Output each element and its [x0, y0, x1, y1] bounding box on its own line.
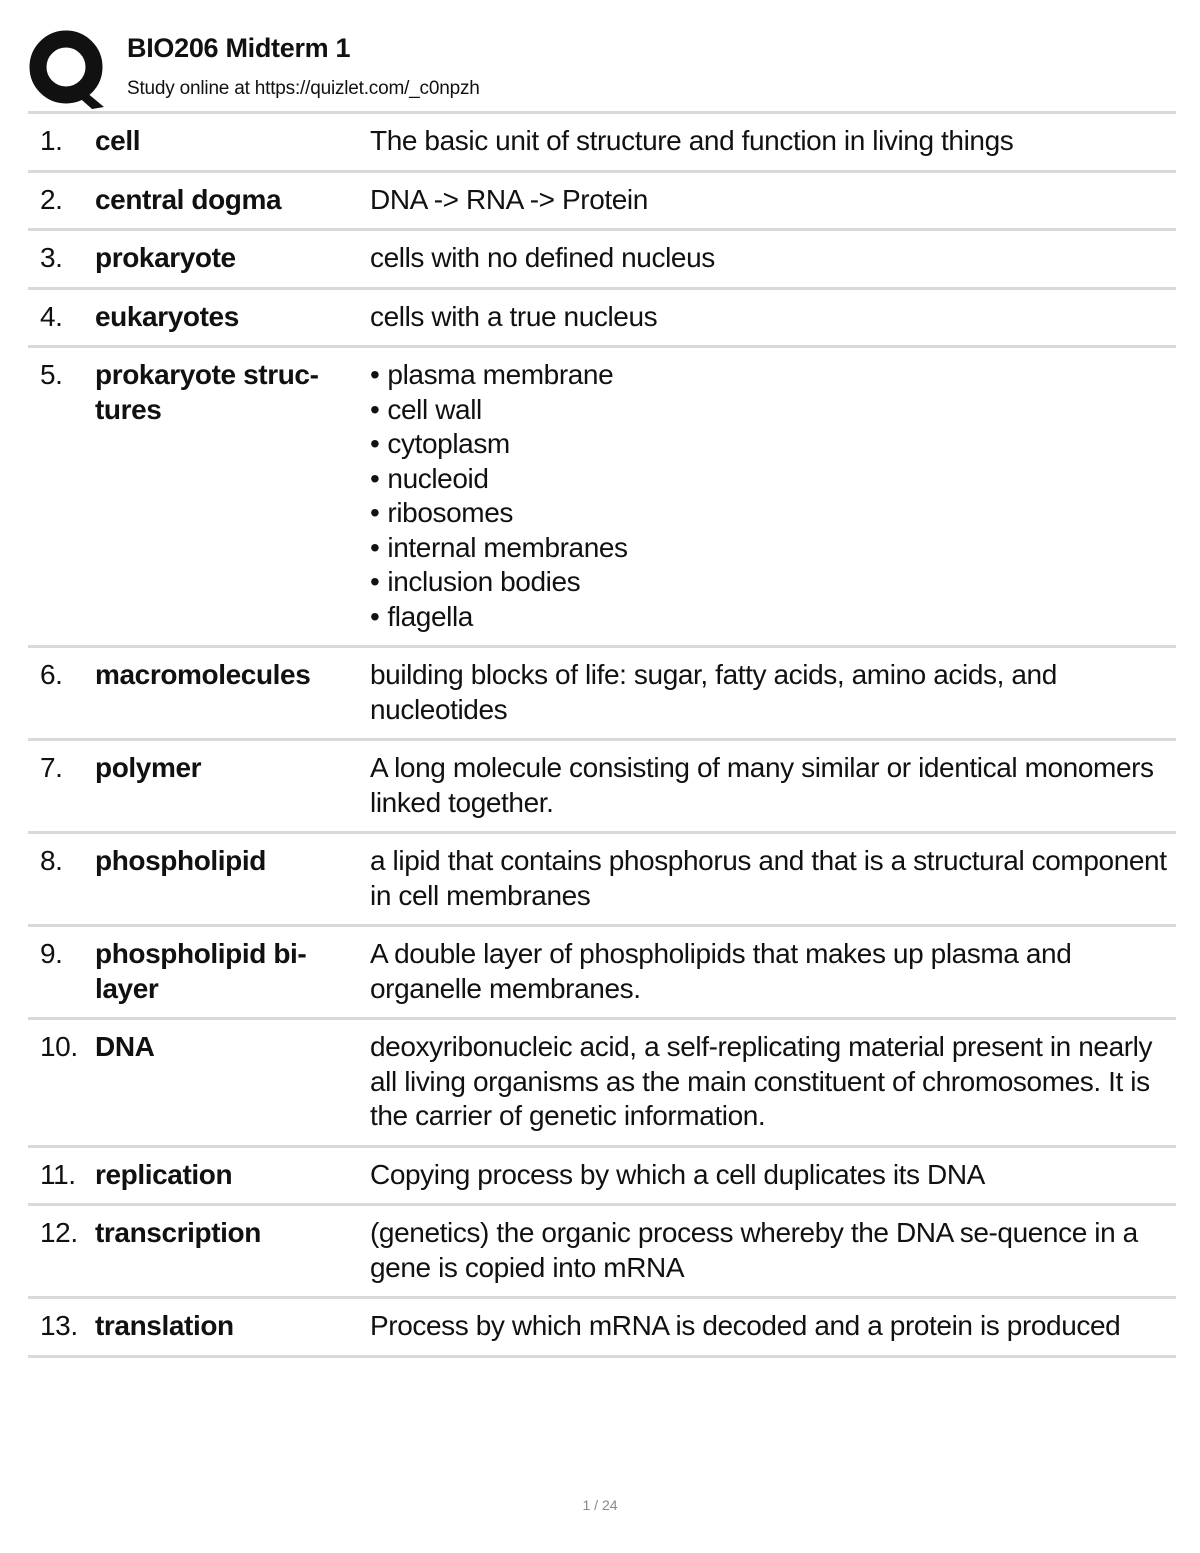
term-number: 6.: [40, 659, 63, 690]
term-row: [28, 833, 1176, 926]
bullet-item: • inclusion bodies: [370, 565, 1172, 600]
term-label: transcription: [95, 1217, 261, 1248]
term-number: 1.: [40, 125, 63, 156]
term-row: [28, 926, 1176, 1019]
term-row: [28, 740, 1176, 833]
page-number: 1 / 24: [582, 1497, 618, 1513]
term-row: [28, 288, 1176, 347]
term-definition: A long molecule consisting of many similar or identical monomers linked together.: [370, 752, 1154, 818]
term-number: 4.: [40, 300, 63, 332]
term-row: [28, 647, 1176, 740]
term-definition: cells with no defined nucleus: [370, 242, 715, 273]
term-row: [28, 171, 1176, 230]
term-label: phospholipid bi-layer: [95, 938, 307, 1004]
term-label: DNA: [95, 1031, 155, 1062]
term-label: central dogma: [95, 183, 282, 215]
term-label: polymer: [95, 752, 202, 783]
term-row: [28, 113, 1176, 172]
term-number: 2.: [40, 183, 63, 215]
term-number: 13.: [40, 1310, 78, 1341]
term-label: eukaryotes: [95, 300, 239, 332]
term-number: 8.: [40, 845, 63, 876]
bullet-item: • cell wall: [370, 393, 1172, 428]
bullet-item: • flagella: [370, 600, 1172, 635]
term-number: 10.: [40, 1031, 78, 1062]
term-definition: building blocks of life: sugar, fatty acids, amino acids, and nucleotides: [370, 659, 1057, 725]
term-row: [28, 1205, 1176, 1298]
term-label: prokaryote: [95, 242, 236, 273]
term-number: 12.: [40, 1217, 78, 1248]
term-definition: DNA -> RNA -> Protein: [370, 183, 648, 215]
term-definition: deoxyribonucleic acid, a self-replicating material present in nearly all living organisms as the main constituent of chromosomes. It is the carrier of genetic information.: [370, 1031, 1153, 1131]
term-definition: A double layer of phospholipids that makes up plasma and organelle membranes.: [370, 938, 1072, 1004]
bullet-list: [370, 358, 1172, 634]
term-number: 3.: [40, 242, 63, 273]
term-definition: Process by which mRNA is decoded and a protein is produced: [370, 1310, 1121, 1341]
term-definition: a lipid that contains phosphorus and that is a structural component in cell membranes: [370, 845, 1167, 911]
term-row: [28, 1298, 1176, 1357]
term-definition: cells with a true nucleus: [370, 300, 658, 332]
term-label: replication: [95, 1158, 233, 1190]
term-label: translation: [95, 1310, 234, 1341]
term-definition: [370, 347, 1176, 647]
term-number: 9.: [40, 938, 63, 969]
bullet-item: • internal membranes: [370, 531, 1172, 566]
bullet-item: • cytoplasm: [370, 427, 1172, 462]
term-row: [28, 1146, 1176, 1205]
page-header: [28, 26, 1176, 110]
term-number: 5.: [40, 359, 63, 390]
bullet-item: • nucleoid: [370, 462, 1172, 497]
term-definition: Copying process by which a cell duplicates its DNA: [370, 1158, 985, 1190]
term-number: 11.: [40, 1158, 76, 1190]
terms-table: [28, 111, 1176, 1358]
quizlet-logo-icon: [28, 29, 108, 109]
study-online-link[interactable]: Study online at https://quizlet.com/_c0npzh: [127, 78, 480, 99]
term-number: 7.: [40, 752, 63, 783]
term-label: cell: [95, 125, 141, 156]
document-title: BIO206 Midterm 1: [127, 33, 351, 63]
term-row: [28, 1019, 1176, 1147]
term-definition: The basic unit of structure and function in living things: [370, 125, 1014, 156]
term-definition: (genetics) the organic process whereby the DNA se-quence in a gene is copied into mRNA: [370, 1217, 1138, 1283]
term-label: prokaryote struc-tures: [95, 359, 319, 425]
term-label: macromolecules: [95, 659, 311, 690]
term-row: [28, 347, 1176, 647]
bullet-item: • plasma membrane: [370, 358, 1172, 393]
bullet-item: • ribosomes: [370, 496, 1172, 531]
term-label: phospholipid: [95, 845, 266, 876]
term-row: [28, 230, 1176, 289]
